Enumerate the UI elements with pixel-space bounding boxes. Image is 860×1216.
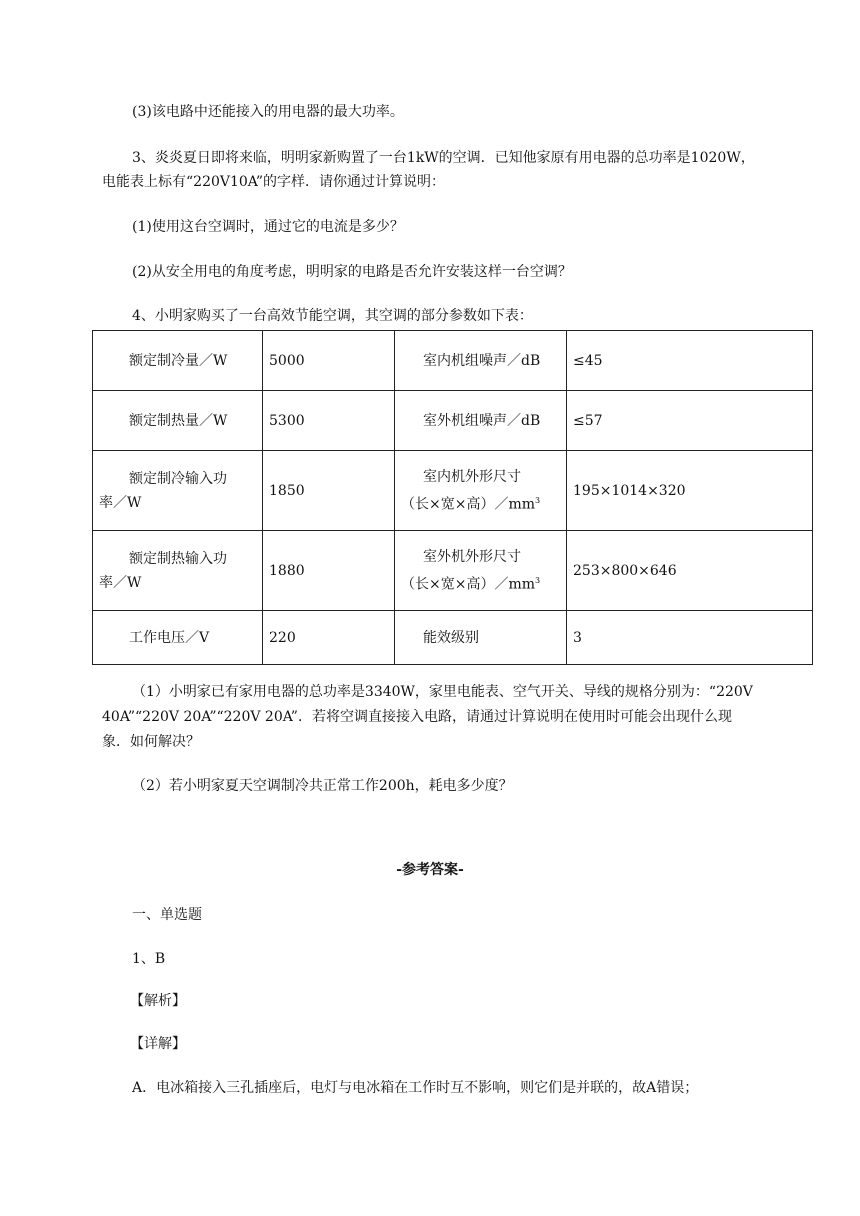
analysis-label: 【解析】: [130, 993, 186, 1009]
q3-line1-text: 3、炎炎夏日即将来临，明明家新购置了一台1kW的空调．已知他家原有用电器的总功率是1020W，: [132, 150, 755, 166]
table-cell-param: 室外机外形尺寸 （长×宽×高）$/mm^3$: [395, 531, 567, 611]
option-a-text: A．电冰箱接入三孔插座后，电灯与电冰箱在工作时互不影响，则它们是并联的，故A错误；: [132, 1080, 699, 1096]
table-cell-param-value: ≤57: [567, 391, 813, 451]
table-cell-param: 室内机组噪声／dB: [395, 331, 567, 391]
table-cell-param: 室内机外形尺寸 （长×宽×高）$/mm^3$: [395, 451, 567, 531]
table-cell-param-value: 195×1014×320: [567, 451, 813, 531]
table-row: [93, 391, 813, 451]
answer-item-1: 1、B: [132, 951, 166, 967]
table-row: [93, 611, 813, 665]
answers-title: -参考答案-: [396, 862, 464, 878]
table-cell-param-value: 3: [567, 611, 813, 665]
table-cell-param: 能效级别: [395, 611, 567, 665]
table-cell-value: 5000: [263, 331, 395, 391]
q2-part3-text: (3)该电路中还能接入的用电器的最大功率。: [132, 104, 404, 120]
q3-line2-text: 电能表上标有“220V10A”的字样．请你通过计算说明：: [102, 174, 446, 190]
q4-part1-line1: （1）小明家已有家用电器的总功率是3340W，家里电能表、空气开关、导线的规格分别为：“220V: [132, 684, 753, 700]
q4-part1-line2: 40A”“220V 20A”“220V 20A”．若将空调直接接入电路，请通过计算说明在使用时可能会出现什么现: [102, 709, 732, 725]
table-cell-param-value: ≤45: [567, 331, 813, 391]
table-row: [93, 531, 813, 611]
table-cell-param-value: 253×800×646: [567, 531, 813, 611]
q4-intro-text: 4、小明家购买了一台高效节能空调，其空调的部分参数如下表：: [132, 308, 533, 324]
table-cell-value: 5300: [263, 391, 395, 451]
table-row: [93, 331, 813, 391]
table-cell-param: 室外机组噪声／dB: [395, 391, 567, 451]
q4-part1-line3: 象．如何解决？: [102, 734, 200, 750]
table-row: [93, 451, 813, 531]
table-cell-label: 工作电压／V: [93, 611, 263, 665]
detail-label: 【详解】: [130, 1036, 186, 1052]
table-cell-label: 额定制冷输入功 率／W: [93, 451, 263, 531]
answers-section-heading: 一、单选题: [132, 907, 202, 923]
table-cell-label: 额定制热量／W: [93, 391, 263, 451]
q4-part2-text: （2）若小明家夏天空调制冷共正常工作200h，耗电多少度？: [132, 778, 513, 794]
table-cell-label: 额定制冷量／W: [93, 331, 263, 391]
table-cell-value: 1880: [263, 531, 395, 611]
q3-part2-text: (2)从安全用电的角度考虑，明明家的电路是否允许安装这样一台空调？: [132, 264, 572, 280]
table-cell-label: 额定制热输入功 率／W: [93, 531, 263, 611]
spec-table: [92, 330, 813, 665]
table-cell-value: 220: [263, 611, 395, 665]
table-cell-value: 1850: [263, 451, 395, 531]
q3-part1-text: (1)使用这台空调时，通过它的电流是多少？: [132, 219, 404, 235]
